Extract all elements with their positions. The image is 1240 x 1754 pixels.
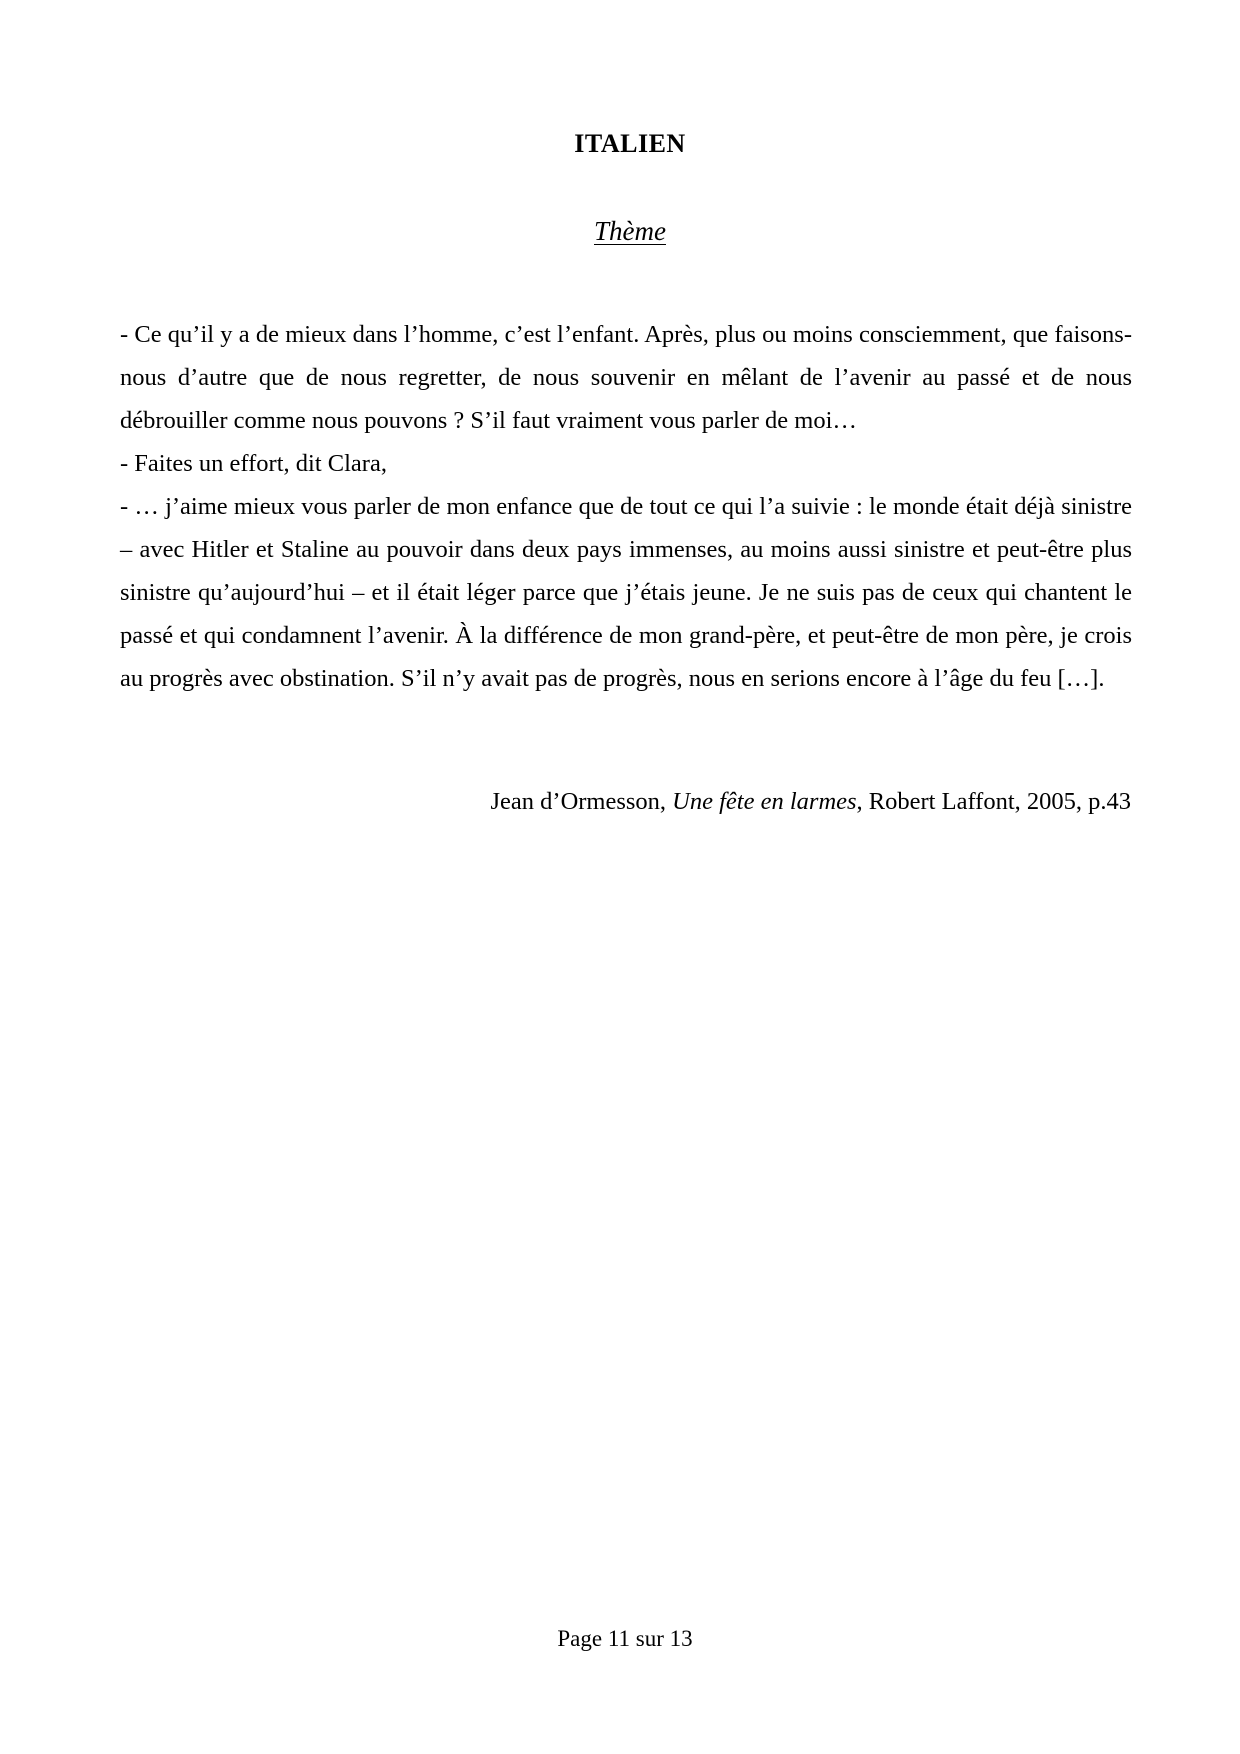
citation-author: Jean d’Ormesson, (490, 788, 667, 815)
page-title: ITALIEN (574, 129, 686, 158)
paragraph-3: - … j’aime mieux vous parler de mon enfance que de tout ce qui l’a suivie : le monde était déjà sinistre – avec Hitler et Staline au pouvoir dans deux pays immenses, au moins aussi sinistre et peut-être plus sinistre qu’aujourd’hui – et il était léger parce que j’étais jeune. Je ne suis pas de ceux qui chantent le passé et qui condamnent l’avenir. À la différence de mon grand-père, et peut-être de mon père, je crois au progrès avec obstination. S’il n’y avait pas de progrès, nous en serions encore à l’âge du feu […]. (120, 493, 1132, 692)
paragraph-2: - Faites un effort, dit Clara, (120, 450, 387, 477)
passage (120, 313, 1132, 700)
citation (491, 786, 1132, 818)
section-title-text: Thème (594, 216, 666, 246)
citation-details: , Robert Laffont, 2005, p.43 (856, 788, 1131, 815)
section-title (0, 214, 1240, 248)
page-number: Page 11 sur 13 (557, 1626, 693, 1651)
citation-book-title: Une fête en larmes (672, 788, 857, 815)
paragraph-1: - Ce qu’il y a de mieux dans l’homme, c’est l’enfant. Après, plus ou moins consciemment, que faisons-nous d’autre que de nous regretter, de nous souvenir en mêlant de l’avenir au passé et de nous débrouiller comme nous pouvons ? S’il faut vraiment vous parler de moi… (120, 321, 1132, 434)
